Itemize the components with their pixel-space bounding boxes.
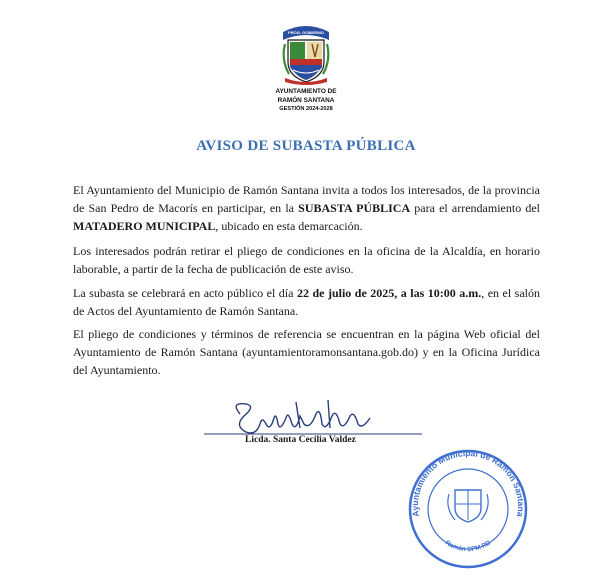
municipal-logo (279, 22, 333, 86)
paragraph-conditions (73, 242, 540, 278)
seal-outer-text: Ayuntamiento Municipal de Ramón Santana (409, 448, 527, 518)
text: para el arrendamiento del (410, 201, 540, 215)
org-name-line2: RAMÓN SANTANA (277, 97, 335, 104)
paragraph-website (73, 325, 540, 379)
svg-text:Ramón SPM RD (444, 539, 493, 553)
notice-title: AVISO DE SUBASTA PÚBLICA (196, 138, 416, 154)
paragraph-date (73, 284, 540, 320)
text: , ubicado en esta demarcación. (215, 219, 363, 233)
org-name-line1: AYUNTAMIENTO DE (275, 88, 337, 95)
text: El Ayuntamiento del Municipio de Ramón Santana invita a todos los interesados, de la provincia de San Pedro de Macorís en participar, en la (73, 183, 540, 215)
emphasis-date: 22 de julio de 2025, a las 10:00 a.m. (296, 286, 482, 300)
emphasis-auction: SUBASTA PÚBLICA (298, 201, 411, 215)
text: La subasta se celebrará en acto público el día (73, 286, 297, 300)
org-term: GESTIÓN 2024-2028 (279, 106, 333, 112)
paragraph-invitation (73, 181, 540, 235)
text: , en el salón de Actos del Ayuntamiento de Ramón Santana. (73, 286, 540, 318)
municipal-seal (405, 446, 531, 572)
logo-ribbon-text: PROG. GOBIERNO (288, 30, 324, 35)
text: Los interesados podrán retirar el pliego de condiciones en la oficina de la Alcaldía, en horario laborable, a partir de la fecha de publicación de este aviso. (73, 244, 540, 276)
emphasis-slaughterhouse: MATADERO MUNICIPAL (73, 219, 216, 233)
text: El pliego de condiciones y términos de referencia se encuentran en la página Web oficial del Ayuntamiento de Ramón Santana (ayuntamientoramonsantana.gob.do) y en la Oficina Jurídica del Ayuntamiento. (73, 327, 540, 377)
signer-name: Licda. Santa Cecilia Valdez (245, 435, 356, 445)
seal-inner-text: Ramón SPM RD (443, 539, 493, 554)
